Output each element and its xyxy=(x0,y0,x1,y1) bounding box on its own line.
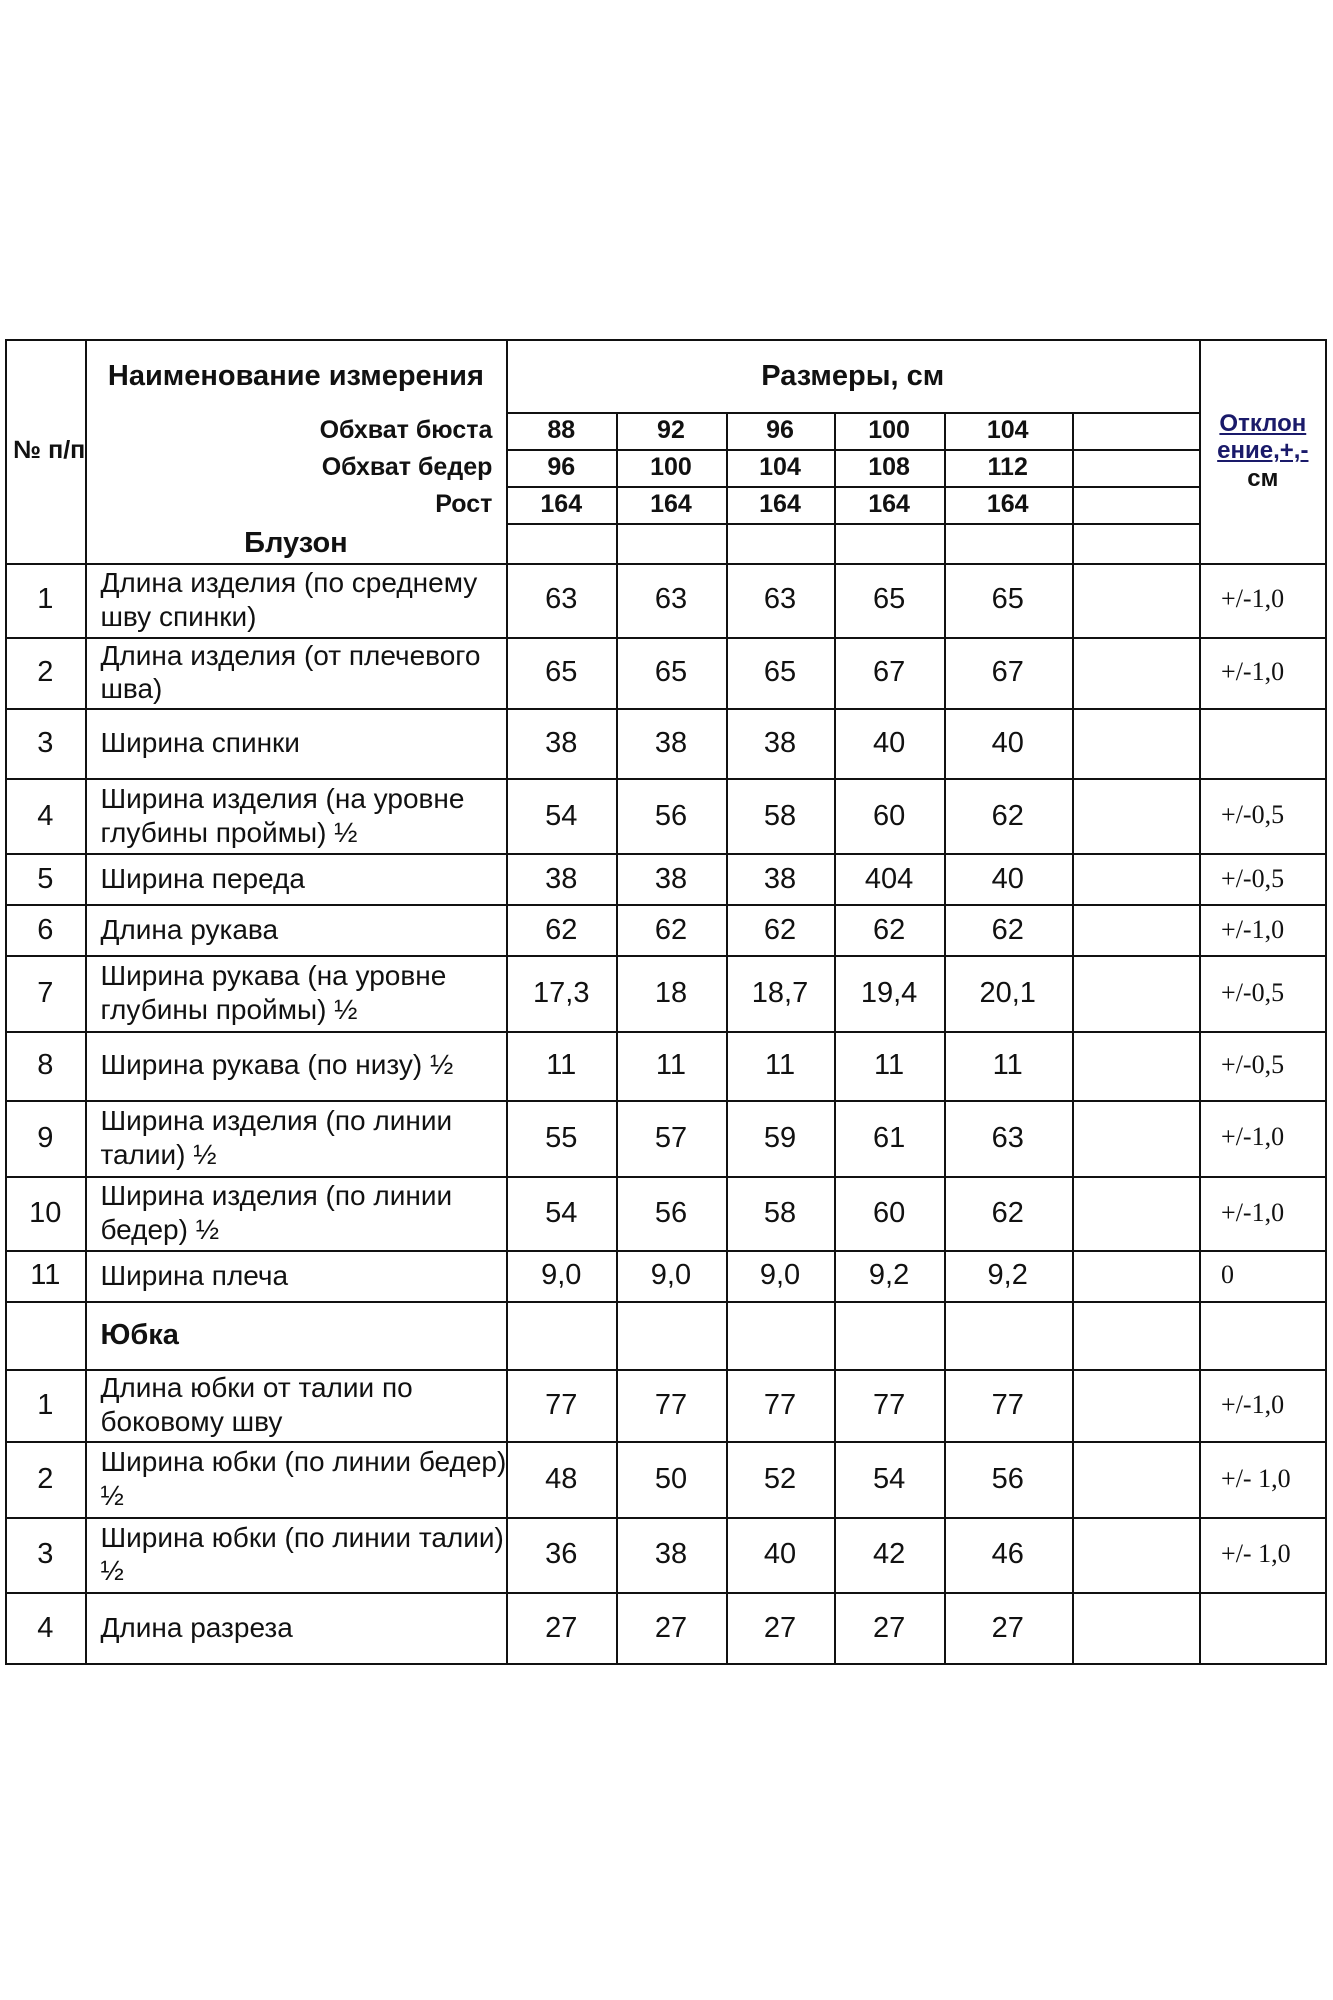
row-number: 5 xyxy=(37,862,54,895)
size-value: 20,1 xyxy=(979,976,1036,1009)
param-value: 164 xyxy=(650,489,692,518)
param-value: 96 xyxy=(766,415,794,444)
column-divider xyxy=(1072,412,1074,1663)
row-number: 2 xyxy=(37,1462,54,1495)
param-value: 112 xyxy=(987,452,1028,481)
deviation-value: 0 xyxy=(1221,1260,1235,1290)
size-value: 77 xyxy=(654,1388,688,1421)
size-value: 38 xyxy=(654,862,688,895)
param-value: 164 xyxy=(868,489,910,518)
param-label: Рост xyxy=(435,489,493,518)
size-value: 57 xyxy=(654,1121,688,1154)
deviation-value: +/-1,0 xyxy=(1221,584,1285,614)
size-value: 60 xyxy=(872,799,906,832)
deviation-value: +/-0,5 xyxy=(1221,863,1285,893)
size-value: 62 xyxy=(991,799,1024,832)
row-number: 1 xyxy=(37,583,54,616)
param-label: Обхват бедер xyxy=(321,452,493,481)
column-divider xyxy=(85,339,87,1663)
size-value: 60 xyxy=(872,1196,906,1229)
row-divider xyxy=(506,449,1199,451)
row-divider xyxy=(5,563,1327,565)
size-value: 27 xyxy=(654,1611,688,1644)
deviation-value: +/-1,0 xyxy=(1221,914,1285,944)
no-header: № п/п xyxy=(13,436,86,465)
size-value: 9,0 xyxy=(541,1259,582,1292)
size-value: 38 xyxy=(763,862,797,895)
size-value: 38 xyxy=(545,726,578,759)
size-value: 63 xyxy=(763,583,797,616)
param-value: 92 xyxy=(657,415,685,444)
size-value: 62 xyxy=(991,1196,1024,1229)
measurement-name: Ширина спинки xyxy=(100,727,300,759)
size-value: 27 xyxy=(991,1611,1024,1644)
size-value: 38 xyxy=(545,862,578,895)
size-value: 59 xyxy=(763,1121,797,1154)
table-border-top xyxy=(5,339,1327,341)
param-value: 100 xyxy=(650,452,692,481)
param-value: 96 xyxy=(547,452,576,481)
measurement-name: Ширина рукава (на уровне глубины проймы) ½ xyxy=(100,960,447,1026)
size-value: 38 xyxy=(654,726,688,759)
deviation-value xyxy=(1199,1592,1327,1663)
row-number: 6 xyxy=(37,913,54,946)
size-value: 55 xyxy=(545,1121,578,1154)
size-value: 11 xyxy=(764,1049,796,1081)
size-value: 54 xyxy=(545,1196,578,1229)
size-value: 42 xyxy=(872,1538,906,1571)
size-value: 36 xyxy=(545,1538,578,1571)
row-number: 9 xyxy=(37,1121,54,1154)
size-value: 11 xyxy=(992,1049,1023,1081)
deviation-header xyxy=(1199,339,1327,562)
column-divider xyxy=(616,412,618,1663)
row-divider xyxy=(506,412,1199,414)
deviation-value: +/-0,5 xyxy=(1221,800,1285,830)
size-value: 27 xyxy=(872,1611,906,1644)
row-divider xyxy=(5,1031,1327,1033)
size-value: 62 xyxy=(545,913,578,946)
param-value: 164 xyxy=(759,489,801,518)
size-value: 40 xyxy=(872,726,906,759)
size-value: 52 xyxy=(763,1462,797,1495)
size-value: 65 xyxy=(545,656,578,689)
column-divider xyxy=(834,412,836,1663)
row-divider xyxy=(5,1301,1327,1303)
row-divider xyxy=(5,1100,1327,1102)
size-value: 67 xyxy=(991,656,1024,689)
size-value: 18,7 xyxy=(751,976,809,1009)
size-value: 62 xyxy=(872,913,906,946)
size-value: 65 xyxy=(763,656,797,689)
size-value: 56 xyxy=(654,1196,688,1229)
size-value: 65 xyxy=(872,583,906,616)
deviation-value: +/-1,0 xyxy=(1221,1197,1285,1227)
deviation-label-part2: ение,+,- xyxy=(1217,437,1309,465)
deviation-value: +/-0,5 xyxy=(1221,977,1285,1007)
deviation-value: +/-1,0 xyxy=(1221,1389,1285,1419)
measurement-name: Ширина юбки (по линии бедер) ½ xyxy=(100,1446,507,1512)
size-value: 40 xyxy=(763,1538,797,1571)
size-value: 40 xyxy=(991,726,1024,759)
size-value: 67 xyxy=(872,656,906,689)
param-label: Обхват бюста xyxy=(319,415,493,444)
param-value: 104 xyxy=(759,452,801,481)
size-value: 54 xyxy=(545,799,578,832)
row-number: 8 xyxy=(37,1049,54,1081)
measurement-name: Длина изделия (по среднему шву спинки) xyxy=(100,566,478,632)
size-value: 63 xyxy=(654,583,688,616)
row-number: 10 xyxy=(29,1196,62,1229)
size-value: 27 xyxy=(545,1611,578,1644)
row-divider xyxy=(5,1517,1327,1519)
size-value: 54 xyxy=(872,1462,906,1495)
size-value: 38 xyxy=(763,726,797,759)
size-value: 48 xyxy=(545,1462,578,1495)
size-value: 56 xyxy=(991,1462,1024,1495)
section-title: Юбка xyxy=(100,1318,179,1351)
column-divider xyxy=(944,412,946,1663)
deviation-value: +/- 1,0 xyxy=(1221,1538,1291,1568)
param-value: 164 xyxy=(986,489,1029,518)
size-value: 9,2 xyxy=(987,1259,1028,1292)
row-number: 3 xyxy=(37,1538,54,1571)
row-divider xyxy=(5,955,1327,957)
row-divider xyxy=(5,853,1327,855)
size-value: 65 xyxy=(654,656,688,689)
size-value: 18 xyxy=(654,976,688,1009)
param-value: 164 xyxy=(540,489,583,518)
name-header: Наименование измерения xyxy=(107,359,484,392)
measurement-name: Длина разреза xyxy=(100,1611,293,1643)
measurement-name: Длина юбки от талии по боковому шву xyxy=(100,1372,413,1438)
size-value: 11 xyxy=(546,1049,577,1081)
size-value: 11 xyxy=(655,1049,686,1081)
sizes-header: Размеры, см xyxy=(761,359,945,392)
size-value: 77 xyxy=(545,1388,578,1421)
size-value: 61 xyxy=(872,1121,906,1154)
row-number: 4 xyxy=(37,799,54,832)
table-border-right xyxy=(1325,339,1327,1663)
size-value: 40 xyxy=(991,862,1024,895)
deviation-value xyxy=(1199,708,1327,778)
row-divider xyxy=(506,486,1199,488)
size-value: 77 xyxy=(763,1388,797,1421)
size-value: 63 xyxy=(991,1121,1024,1154)
size-value: 62 xyxy=(654,913,688,946)
row-divider xyxy=(5,1250,1327,1252)
size-value: 11 xyxy=(874,1049,905,1081)
row-number: 11 xyxy=(30,1259,61,1292)
size-value: 46 xyxy=(991,1538,1024,1571)
row-divider xyxy=(506,523,1199,525)
row-number: 1 xyxy=(37,1388,54,1421)
measurement-name: Длина рукава xyxy=(100,914,279,946)
section-title: Блузон xyxy=(244,526,348,559)
size-value: 17,3 xyxy=(533,976,590,1009)
deviation-label-part3: см xyxy=(1247,464,1279,492)
size-value: 9,0 xyxy=(650,1259,692,1292)
param-value: 88 xyxy=(547,415,576,444)
column-divider xyxy=(506,339,508,1663)
deviation-value: +/- 1,0 xyxy=(1221,1463,1291,1493)
row-divider xyxy=(5,1663,1327,1665)
measurement-name: Ширина рукава (по низу) ½ xyxy=(100,1049,454,1081)
param-value: 104 xyxy=(986,415,1029,444)
size-value: 62 xyxy=(763,913,797,946)
deviation-value: +/-1,0 xyxy=(1221,656,1285,686)
row-number: 3 xyxy=(37,726,54,759)
measurement-name: Ширина изделия (по линии талии) ½ xyxy=(100,1105,453,1170)
row-number: 7 xyxy=(37,976,54,1009)
column-divider xyxy=(726,412,728,1663)
size-value: 65 xyxy=(991,583,1024,616)
row-number: 2 xyxy=(37,656,54,689)
size-value: 9,0 xyxy=(759,1259,801,1292)
row-divider xyxy=(5,904,1327,906)
size-value: 9,2 xyxy=(868,1259,910,1292)
size-value: 58 xyxy=(763,799,797,832)
size-value: 50 xyxy=(654,1462,688,1495)
measurement-name: Ширина изделия (по линии бедер) ½ xyxy=(100,1180,453,1246)
size-value: 77 xyxy=(872,1388,906,1421)
row-number: 4 xyxy=(37,1611,54,1644)
param-value: 108 xyxy=(868,452,910,481)
measurement-name: Длина изделия (от плечевого шва) xyxy=(100,639,481,705)
row-divider xyxy=(5,1176,1327,1178)
row-divider xyxy=(5,1441,1327,1443)
row-divider xyxy=(5,708,1327,710)
measurement-name: Ширина юбки (по линии талии) ½ xyxy=(100,1521,504,1587)
size-value: 58 xyxy=(763,1196,797,1229)
measurement-name: Ширина плеча xyxy=(100,1259,289,1291)
size-value: 27 xyxy=(763,1611,797,1644)
size-value: 56 xyxy=(654,799,688,832)
size-value: 63 xyxy=(545,583,578,616)
deviation-value: +/-1,0 xyxy=(1221,1122,1285,1152)
measurement-name: Ширина изделия (на уровне глубины проймы) ½ xyxy=(100,783,465,848)
size-value: 77 xyxy=(991,1388,1024,1421)
param-value: 100 xyxy=(868,415,910,444)
column-divider xyxy=(1199,339,1201,1663)
row-divider xyxy=(5,1369,1327,1371)
size-value: 19,4 xyxy=(860,976,918,1009)
measurement-name: Ширина переда xyxy=(100,863,305,895)
row-divider xyxy=(5,637,1327,639)
column-divider xyxy=(5,339,7,1663)
size-value: 38 xyxy=(654,1538,688,1571)
deviation-value: +/-0,5 xyxy=(1221,1049,1285,1079)
row-divider xyxy=(5,1592,1327,1594)
size-value: 404 xyxy=(864,862,914,895)
size-value: 62 xyxy=(991,913,1024,946)
row-divider xyxy=(5,778,1327,780)
deviation-label-part1: Отклон xyxy=(1219,409,1307,437)
